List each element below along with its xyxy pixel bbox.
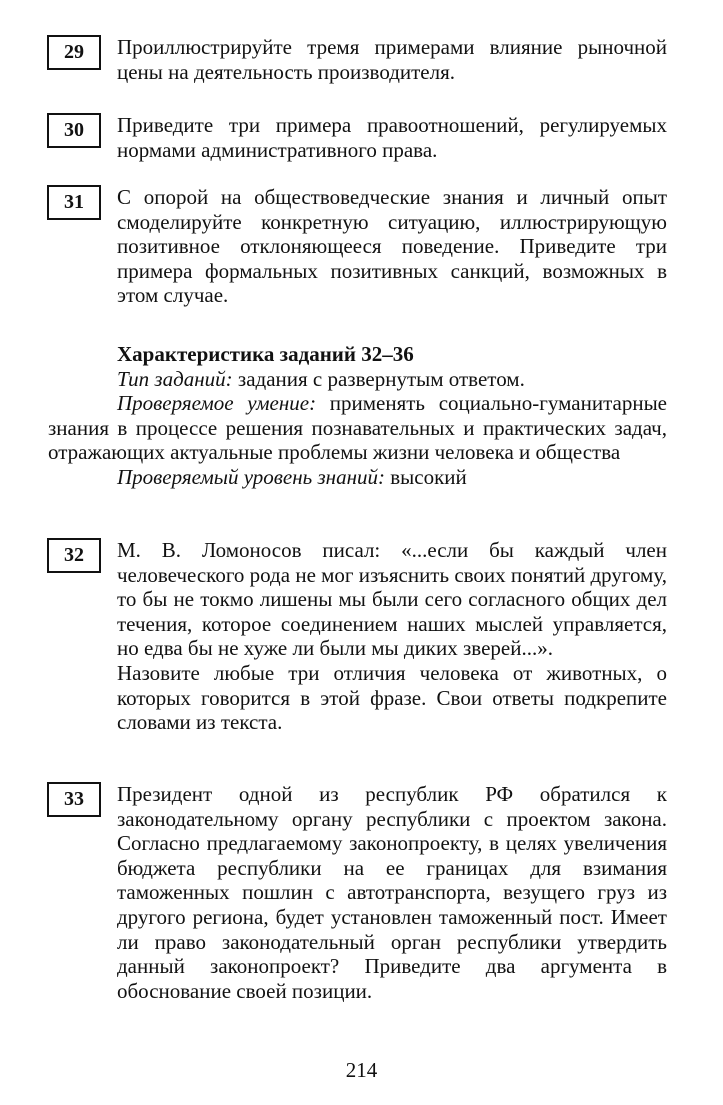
skill-line — [48, 391, 667, 465]
section-title: Характеристика заданий 32–36 — [117, 342, 414, 366]
page-number: 214 — [345, 1058, 378, 1082]
task-text — [117, 185, 667, 308]
task-number-box — [47, 113, 101, 148]
task-paragraph: Проиллюстрируйте тремя примерами влияние рыночной цены на деятельность производителя. — [117, 35, 667, 84]
task-number-box — [47, 782, 101, 817]
task-paragraph: М. В. Ломоносов писал: «...если бы каждый член человеческого рода не мог изъяснить своих понятий другому, то бы не токмо лишены мы были сего согласного общих дел течения, которое соединением наших мыслей управляется, но едва бы не хуже ли были мы диких зверей...». — [117, 538, 667, 661]
task-33 — [47, 782, 667, 1003]
task-32 — [47, 538, 667, 735]
task-number-box — [47, 538, 101, 573]
task-paragraph: Назовите любые три отличия человека от животных, о которых говорится в этой фразе. Свои ответы подкрепите словами из текста. — [117, 660, 667, 735]
task-number-box — [47, 35, 101, 70]
level-value: высокий — [390, 464, 467, 489]
task-number: 32 — [64, 544, 84, 566]
task-number: 29 — [64, 41, 84, 63]
task-paragraph: Приведите три примера правоотношений, регулируемых нормами административного права. — [117, 113, 667, 162]
task-type-label: Тип заданий: — [117, 366, 233, 391]
section-characteristics — [48, 342, 667, 490]
task-text — [117, 538, 667, 735]
task-number-box — [47, 185, 101, 220]
task-number: 33 — [64, 788, 84, 810]
skill-label: Проверяемое умение: — [117, 391, 317, 416]
level-label: Проверяемый уровень знаний: — [117, 464, 385, 489]
skill-value: применять социально-гуманитарные знания в процессе решения познавательных и практических задач, отражающих актуальные проблемы жизни человека и общества — [48, 391, 667, 465]
task-number: 31 — [64, 191, 84, 213]
task-type-line — [117, 367, 667, 392]
task-30 — [47, 113, 667, 162]
task-number: 30 — [64, 119, 84, 141]
task-31 — [47, 185, 667, 308]
task-type-value: задания с развернутым ответом. — [237, 366, 525, 391]
level-line — [117, 465, 667, 490]
task-paragraph: Президент одной из республик РФ обратился к законодательному органу республики с проектом закона. Согласно предлагаемому законопроекту, в целях увеличения бюджета республики на ее границах для взимания таможенных пошлин с автотранспорта, везущего груз из другого региона, будет установлен таможенный пост. Имеет ли право законодательный орган республики утвердить данный законопроект? Приведите два аргумента в обоснование своей позиции. — [117, 782, 667, 1003]
task-text — [117, 782, 667, 1003]
task-text — [117, 35, 667, 84]
task-29 — [47, 35, 667, 84]
task-paragraph: С опорой на обществоведческие знания и личный опыт смоделируйте конкретную ситуацию, иллюстрирующую позитивное отклоняющееся поведение. Приведите три примера формальных позитивных санкций, возможных в этом случае. — [117, 185, 667, 308]
task-text — [117, 113, 667, 162]
